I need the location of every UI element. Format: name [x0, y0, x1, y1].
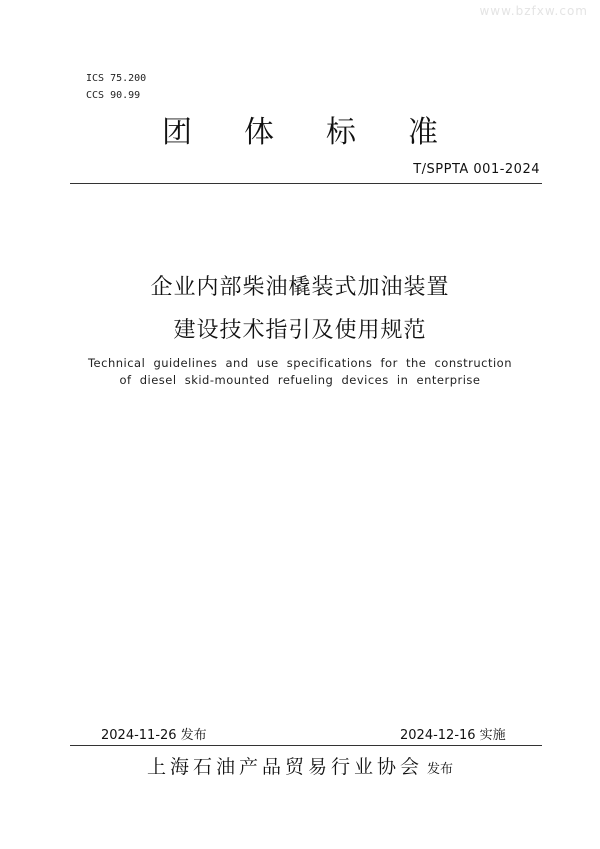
implementation-date: 2024-12-16 实施: [400, 728, 506, 743]
bottom-divider: [70, 745, 542, 746]
doc-type-char: 准: [408, 115, 438, 150]
issue-date: 2024-11-26 发布: [101, 728, 207, 743]
title-en-line-2: of diesel skid-mounted refueling devices in enterprise: [119, 373, 481, 387]
classification-codes: [86, 70, 146, 104]
publisher-name: 上海石油产品贸易行业协会: [146, 756, 423, 778]
publisher: [0, 752, 600, 779]
title-zh-line-2: 建设技术指引及使用规范: [173, 318, 427, 343]
doc-type-char: 标: [326, 115, 356, 150]
title-zh-line-1: 企业内部柴油橇装式加油装置: [150, 275, 450, 300]
publisher-suffix: 发布: [427, 762, 454, 777]
title-en-line-1: Technical guidelines and use specifications for the construction: [87, 356, 512, 370]
top-divider: [70, 183, 542, 184]
doc-type-char: 体: [244, 115, 274, 150]
ccs-code: CCS 90.99: [86, 90, 141, 101]
document-type-heading: [0, 107, 600, 151]
standard-number: T/SPPTA 001-2024: [413, 162, 540, 177]
doc-type-char: 团: [162, 115, 192, 150]
watermark: www.bzfxw.com: [479, 4, 588, 18]
ics-code: ICS 75.200: [86, 73, 147, 84]
